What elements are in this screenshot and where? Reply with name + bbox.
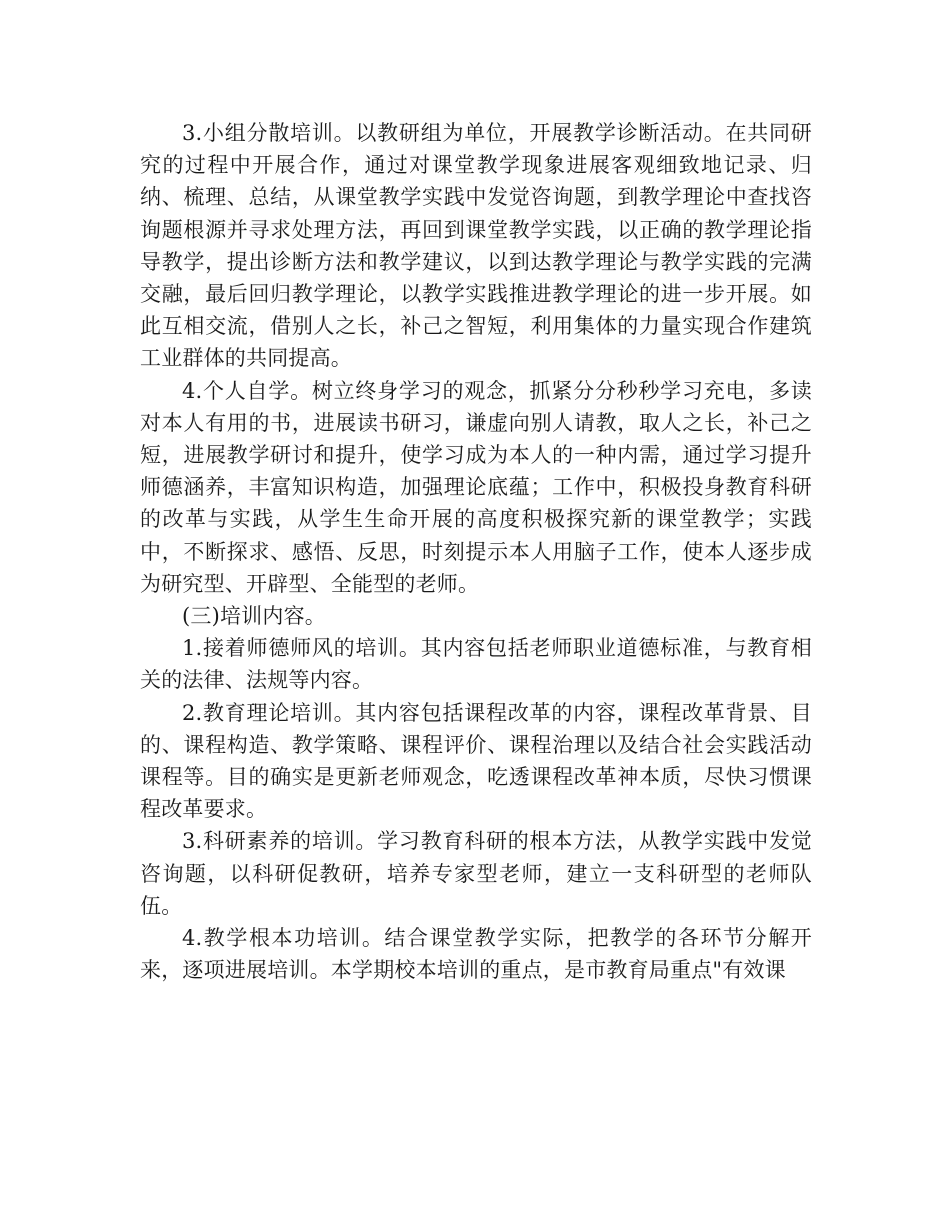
section-heading-training-content: (三)培训内容。 <box>182 604 326 629</box>
paragraph-group-training: 3.小组分散培训。以教研组为单位，开展教学诊断活动。在共同研究的过程中开展合作，通过对课堂教学现象进展客观细致地记录、归纳、梳理、总结，从课堂教学实践中发觉咨询题，到教学理论中查找咨询题根源并寻求处理方法，再回到课堂教学实践，以正确的教学理论指导教学，提出诊断方法和教学建议，以到达教学理论与教学实践的完满交融，最后回归教学理论，以教学实践推进教学理论的进一步开展。如此互相交流，借别人之长，补己之智短，利用集体的力量实现合作建筑工业群体的共同提高。 <box>140 121 812 371</box>
paragraph-research-training: 3.科研素养的培训。学习教育科研的根本方法，从教学实践中发觉咨询题，以科研促教研，培养专家型老师，建立一支科研型的老师队伍。 <box>140 829 812 918</box>
paragraph-self-study: 4.个人自学。树立终身学习的观念，抓紧分分秒秒学习充电，多读对本人有用的书，进展读书研习，谦虚向别人请教，取人之长，补己之短，进展教学研讨和提升，使学习成为本人的一种内需，通过学习提升师德涵养，丰富知识构造，加强理论底蕴；工作中，积极投身教育科研的改革与实践，从学生生命开展的高度积极探究新的课堂教学；实践中，不断探求、感悟、反思，时刻提示本人用脑子工作，使本人逐步成为研究型、开辟型、全能型的老师。 <box>140 378 812 596</box>
document-body <box>140 117 812 986</box>
paragraph-ethics-training: 1.接着师德师风的培训。其内容包括老师职业道德标准，与教育相关的法律、法规等内容。 <box>140 636 812 693</box>
paragraph-theory-training: 2.教育理论培训。其内容包括课程改革的内容，课程改革背景、目的、课程构造、教学策略、课程评价、课程治理以及结合社会实践活动课程等。目的确实是更新老师观念，吃透课程改革神本质，尽快习惯课程改革要求。 <box>140 700 812 822</box>
paragraph-basic-skills-training: 4.教学根本功培训。结合课堂教学实际，把教学的各环节分解开来，逐项进展培训。本学期校本培训的重点，是市教育局重点"有效课 <box>140 926 812 983</box>
